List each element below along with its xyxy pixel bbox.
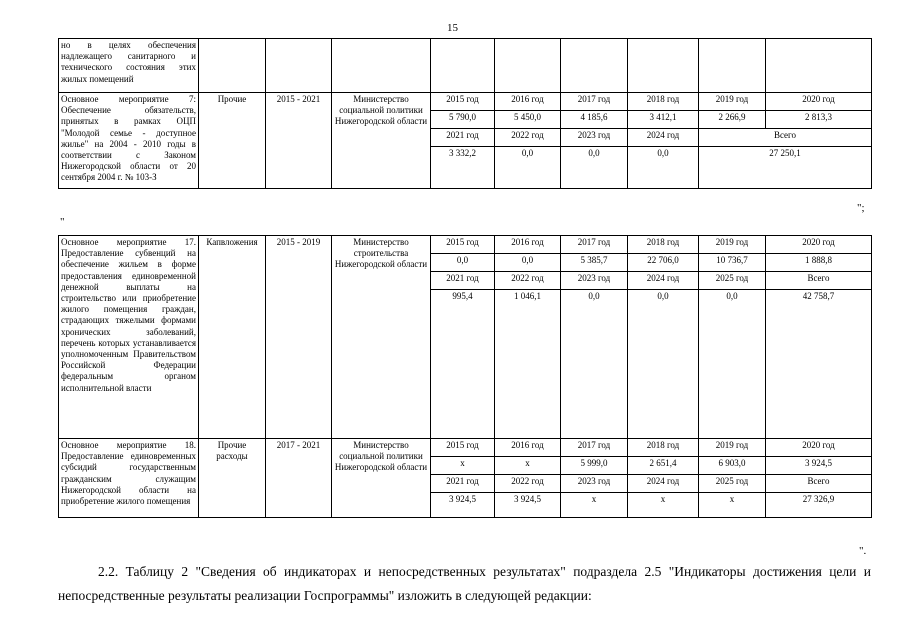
- year-cell: 2019 год: [699, 439, 766, 457]
- table-row: [59, 439, 872, 457]
- total-label: Всего: [766, 272, 872, 290]
- value-cell: 3 924,5: [766, 457, 872, 475]
- value-cell: 3 924,5: [431, 493, 495, 518]
- value-cell: 0,0: [699, 290, 766, 439]
- year-cell: 2021 год: [431, 129, 495, 147]
- year-cell: 2016 год: [495, 439, 561, 457]
- value-cell: 5 999,0: [561, 457, 628, 475]
- year-cell: 2022 год: [495, 129, 561, 147]
- intro-cell: но в целях обеспечения надлежащего санитарного и технического состояния этих жилых помещений: [59, 39, 199, 93]
- year-cell: 2018 год: [628, 93, 699, 111]
- value-cell: 2 266,9: [699, 111, 766, 129]
- year-cell: 2019 год: [699, 236, 766, 254]
- year-cell: 2018 год: [628, 236, 699, 254]
- value-cell: 0,0: [628, 290, 699, 439]
- year-cell: 2020 год: [766, 93, 872, 111]
- paragraph-text: 2.2. Таблицу 2 "Сведения об индикаторах и непосредственных результатах" подраздела 2.5 "Индикаторы достижения цели и непосредственные результаты реализации Госпрограммы" изложить в следующей редакции:: [58, 564, 871, 603]
- period: 2015 - 2021: [266, 93, 332, 189]
- value-cell: 5 385,7: [561, 254, 628, 272]
- year-cell: 2021 год: [431, 475, 495, 493]
- total-label: Всего: [699, 129, 872, 147]
- total-value: 27 250,1: [699, 147, 872, 189]
- value-cell: x: [431, 457, 495, 475]
- year-cell: 2017 год: [561, 236, 628, 254]
- year-cell: 2017 год: [561, 439, 628, 457]
- closing-quote: ";: [857, 202, 865, 214]
- value-cell: 3 924,5: [495, 493, 561, 518]
- value-cell: 5 450,0: [495, 111, 561, 129]
- year-cell: 2019 год: [699, 93, 766, 111]
- closing-quote: ".: [859, 545, 867, 557]
- value-cell: 0,0: [495, 147, 561, 189]
- value-cell: 0,0: [561, 147, 628, 189]
- ministry: Министерство строительства Нижегородской области: [332, 236, 431, 439]
- year-cell: 2025 год: [699, 272, 766, 290]
- year-cell: 2015 год: [431, 93, 495, 111]
- total-label: Всего: [766, 475, 872, 493]
- expense-type: Прочие расходы: [199, 439, 266, 518]
- value-cell: 0,0: [495, 254, 561, 272]
- year-cell: 2024 год: [628, 272, 699, 290]
- year-cell: 2025 год: [699, 475, 766, 493]
- measure-description: Основное мероприятие 7: Обеспечение обязательств, принятых в рамках ОЦП "Молодой семье - доступное жилье" на 2004 - 2010 годы в соответствии с Законом Нижегородской области от 20 сентября 2004 г. № 103-З: [59, 93, 199, 189]
- year-cell: 2017 год: [561, 93, 628, 111]
- period: 2015 - 2019: [266, 236, 332, 439]
- year-cell: 2018 год: [628, 439, 699, 457]
- year-cell: 2023 год: [561, 129, 628, 147]
- year-cell: 2016 год: [495, 236, 561, 254]
- period: 2017 - 2021: [266, 439, 332, 518]
- ministry: Министерство социальной политики Нижегородской области: [332, 93, 431, 189]
- year-cell: 2015 год: [431, 439, 495, 457]
- value-cell: 6 903,0: [699, 457, 766, 475]
- year-cell: 2020 год: [766, 439, 872, 457]
- ministry: Министерство социальной политики Нижегородской области: [332, 439, 431, 518]
- year-cell: 2022 год: [495, 272, 561, 290]
- budget-table-continued: [58, 38, 872, 189]
- amendment-paragraph: [58, 560, 871, 608]
- value-cell: 1 888,8: [766, 254, 872, 272]
- year-cell: 2024 год: [628, 129, 699, 147]
- value-cell: 5 790,0: [431, 111, 495, 129]
- value-cell: 3 332,2: [431, 147, 495, 189]
- value-cell: x: [495, 457, 561, 475]
- table-row: [59, 39, 872, 93]
- value-cell: 0,0: [431, 254, 495, 272]
- year-cell: 2015 год: [431, 236, 495, 254]
- value-cell: 2 813,3: [766, 111, 872, 129]
- year-cell: 2020 год: [766, 236, 872, 254]
- year-cell: 2024 год: [628, 475, 699, 493]
- value-cell: 2 651,4: [628, 457, 699, 475]
- value-cell: 995,4: [431, 290, 495, 439]
- value-cell: x: [561, 493, 628, 518]
- value-cell: 3 412,1: [628, 111, 699, 129]
- year-cell: 2016 год: [495, 93, 561, 111]
- table-row: [59, 236, 872, 254]
- value-cell: 0,0: [561, 290, 628, 439]
- value-cell: 0,0: [628, 147, 699, 189]
- total-value: 42 758,7: [766, 290, 872, 439]
- measure-description: Основное мероприятие 18. Предоставление единовременных субсидий государственным гражданским служащим Нижегородской области на приобретение жилого помещения: [59, 439, 199, 518]
- expense-type: Прочие: [199, 93, 266, 189]
- value-cell: 10 736,7: [699, 254, 766, 272]
- opening-quote: ": [60, 216, 65, 228]
- total-value: 27 326,9: [766, 493, 872, 518]
- page-number: 15: [447, 22, 458, 34]
- year-cell: 2023 год: [561, 475, 628, 493]
- year-cell: 2021 год: [431, 272, 495, 290]
- value-cell: 1 046,1: [495, 290, 561, 439]
- budget-table-new: [58, 235, 872, 518]
- expense-type: Капвложения: [199, 236, 266, 439]
- value-cell: x: [628, 493, 699, 518]
- value-cell: 22 706,0: [628, 254, 699, 272]
- year-cell: 2022 год: [495, 475, 561, 493]
- value-cell: x: [699, 493, 766, 518]
- value-cell: 4 185,6: [561, 111, 628, 129]
- table-row: [59, 93, 872, 111]
- measure-description: Основное мероприятие 17. Предоставление субвенций на обеспечение жильем в форме предоставления единовременной денежной выплаты на строительство или приобретение жилого помещения граждан, страдающих тяжелыми формами хронических заболеваний, перечень которых устанавливается уполномоченным Правительством Российской Федерации федеральным органом исполнительной власти: [59, 236, 199, 439]
- year-cell: 2023 год: [561, 272, 628, 290]
